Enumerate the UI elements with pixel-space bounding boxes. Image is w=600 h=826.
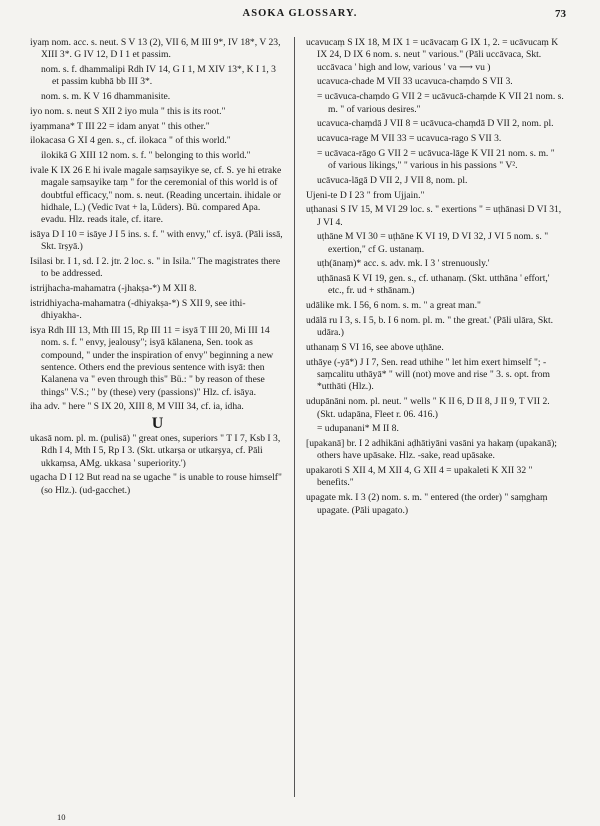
glossary-entry: iyo nom. s. neut S XII 2 iyo mula " this is its root."	[30, 105, 226, 117]
glossary-entry: uṭhanasi S IV 15, M VI 29 loc. s. " exertions " = uṭhānasi D VI 31, J VI 4.	[306, 204, 562, 228]
glossary-subentry: ucavuca-chade M VII 33 ucavuca-chaṃdo S VII 3.	[317, 76, 513, 88]
glossary-entry: ucavucaṃ S IX 18, M IX 1 = ucāvacaṃ G IX 1, 2. = ucāvucaṃ K IX 24, D IX 6 nom. s. neut " various." (Pāli uccāvaca, Skt. uccāvaca ' high and low, various ' va ⟶ vu )	[306, 37, 559, 73]
glossary-entry: udālike mk. I 56, 6 nom. s. m. " a great man."	[306, 300, 481, 312]
glossary-subentry: ucavuca-chaṃdā J VII 8 = ucāvuca-chaṃdā D VII 2, nom. pl.	[317, 118, 554, 130]
glossary-entry: isāya D I 10 = isāye J I 5 ins. s. f. " with envy," cf. isyā. (Pāli issā, Skt. īrṣyā.)	[30, 228, 283, 253]
glossary-entry: isya Rdh III 13, Mth III 15, Rp III 11 = isyā T III 20, Mi III 14 nom. s. f. " envy, jealousy"; isyā kālanena, Sen. took as compound, " under the inspiration of envy" beginning a new sentence. Others end the previous sentence with isyā: then Kalanena va " even through this" Bü.: " by reason of these things" V.S.; " by (these) very (passions)" Hlz. cf. isāya.	[30, 324, 274, 398]
glossary-entry: upagate mk. I 3 (2) nom. s. m. " entered (the order) " saṃghaṃ upagate. (Pāli upagato.)	[306, 492, 548, 516]
glossary-entry: ivale K IX 26 E hi ivale magale saṃsayikye se, cf. S. ye hi etrake magale saṃsayike taṃ " for the ceremonial of this world is of doubtful efficacy," nom. s. neut. (Reading uncertain. ihidale or hidhale, L.) (Vedic īvat + la, Lüders). Bü. compared Apa. evadu. Hlz. reads itale, cf. itare.	[30, 164, 282, 226]
glossary-subentry: nom. s. m. K V 16 dhammanisite.	[41, 91, 171, 103]
glossary-entry: udupānāni nom. pl. neut. " wells " K II 6, D II 8, J II 9, T VII 2. (Skt. udapāna, Fleet r. 06. 416.)	[306, 396, 550, 420]
section-heading: U	[151, 414, 164, 432]
glossary-subentry: ilokikā G XIII 12 nom. s. f. " belonging to this world."	[41, 150, 251, 162]
glossary-entry: uthanaṃ S VI 16, see above uṭhāne.	[306, 342, 444, 354]
glossary-subentry: uṭh(ānaṃ)* acc. s. adv. mk. I 3 ' strenuously.'	[317, 258, 490, 270]
right-column	[306, 37, 564, 519]
glossary-entry: iha adv. " here " S IX 20, XIII 8, M VIII 34, cf. ia, idha.	[30, 401, 244, 413]
glossary-subentry: nom. s. f. dhammalipi Rdh IV 14, G I 1, M XIV 13*, K I 1, 3 et passim kubhā bb III 3*.	[41, 64, 276, 88]
glossary-entry: ukasā nom. pl. m. (pulisā) " great ones, superiors " T I 7, Ksb I 3, Rdh I 4, Mth I 5, Rp I 3. (Skt. utkarṣa or utkarṣya, cf. Pāli ukkaṃsa, AMg. ukkasa ' superiority.')	[30, 433, 281, 469]
glossary-subentry: uṭhānasā K VI 19, gen. s., cf. uthanaṃ. (Skt. utthāna ' effort,' etc., fr. ud + sthānam.)	[317, 273, 550, 297]
glossary-entry: istrijhacha-mahamatra (-jhakṣa-*) M XII 8.	[30, 283, 197, 295]
glossary-entry: Isilasi br. I 1, sd. I 2. jtr. 2 loc. s. " in Isila." The magistrates there to be addressed.	[30, 256, 281, 280]
page-number: 73	[555, 8, 566, 20]
glossary-subentry: uṭhāne M VI 30 = uṭhāne K VI 19, D VI 32, J VI 5 nom. s. " exertion," cf G. ustanaṃ.	[317, 231, 549, 255]
glossary-subentry: ucavuca-rage M VII 33 = ucavuca-rago S VII 3.	[317, 132, 502, 144]
column-divider	[294, 37, 295, 797]
glossary-subentry: = udupanani* M II 8.	[317, 423, 399, 435]
left-column	[30, 37, 285, 500]
glossary-entry: udālā ru I 3, s. I 5, b. I 6 nom. pl. m. " the great.' (Pāli ulāra, Skt. udāra.)	[306, 314, 554, 339]
glossary-entry: ilokacasa G XI 4 gen. s., cf. ilokaca " of this world."	[30, 135, 231, 147]
glossary-subentry: = ucāvuca-chaṃdo G VII 2 = ucāvucā-chaṃde K VII 21 nom. s. m. " of various desires."	[317, 91, 564, 115]
glossary-entry: ugacha D I 12 But read na se ugache " is unable to rouse himself" (so Hlz.). (ud-gacchet.)	[30, 472, 282, 496]
page-title: ASOKA GLOSSARY.	[242, 8, 358, 19]
glossary-entry: iyaṃmana* T III 22 = idam anyat " this other."	[30, 120, 210, 132]
glossary-subentry: ucāvuca-lāgā D VII 2, J VII 8, nom. pl.	[317, 174, 468, 186]
glossary-entry: upakaroti S XII 4, M XII 4, G XII 4 = upakaleti K XII 32 " benefits."	[306, 465, 533, 489]
glossary-entry: istridhiyacha-mahamatra (-dhiyakṣa-*) S XII 9, see ithi-dhiyakha-.	[30, 297, 246, 322]
glossary-entry: iyaṃ nom. acc. s. neut. S V 13 (2), VII 6, M III 9*, IV 18*, V 23, XIII 3*. G IV 12, D I 1 et passim.	[30, 37, 281, 61]
glossary-entry: [upakanā] br. I 2 adhikāni aḍhātiyāni vasāni ya hakaṃ (upakanā); others have upāsake. Hlz. -sake, read upāsake.	[306, 438, 557, 462]
glossary-subentry: = ucāvaca-rāgo G VII 2 = ucāvuca-lāge K VII 21 nom. s. m. " of various likings," " various in his passions " V².	[317, 147, 555, 172]
footer-mark: 10	[57, 812, 66, 822]
glossary-entry: Ujeni-te D I 23 " from Ujjain."	[306, 189, 425, 201]
glossary-entry: uthāye (-yā*) J I 7, Sen. read uthihe " let him exert himself "; -saṃcalitu uthāyā* " will (not) move and rise " 3. s. opt. from *utthāti (Hlz.).	[306, 356, 550, 393]
